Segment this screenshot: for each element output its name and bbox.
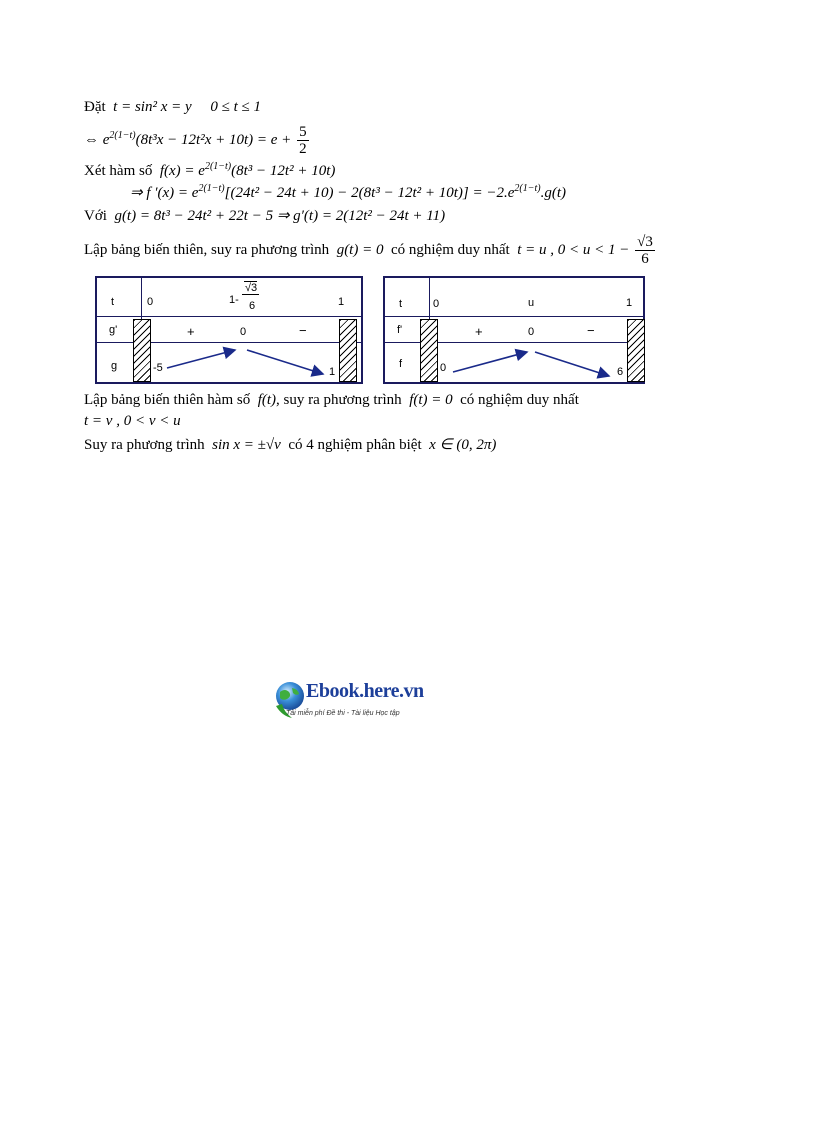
text: Với (84, 208, 107, 224)
text: Đặt (84, 99, 106, 115)
math-expr: t = v , 0 < v < u (84, 413, 181, 429)
text: Suy ra phương trình (84, 437, 205, 453)
math-exp-2: 2(1−t) (514, 183, 541, 194)
t-value-end: 1 (338, 296, 345, 308)
math-mid: (8t³x − 12t²x + 10t) = e + (135, 131, 292, 148)
arrows-layer (95, 276, 359, 380)
math-eq: g(t) = 0 (336, 241, 384, 258)
line-4 (130, 184, 566, 202)
arrow-up-icon (453, 352, 527, 372)
text-2: có 4 nghiệm phân biệt (288, 437, 422, 453)
text: Lập bảng biến thiên, suy ra phương trình (84, 241, 330, 258)
t-value-mid-denominator: 6 (249, 300, 256, 312)
math-expr: f(x) = e (159, 163, 205, 179)
math-sol: t = u , 0 < u < 1 − (517, 241, 630, 258)
arrow-down-icon (247, 350, 323, 374)
row-label-fprime: f' (397, 324, 403, 336)
logo-tagline: Tải miễn phí Đề thi - Tài liệu Học tập (286, 710, 400, 717)
math-range: 0 ≤ t ≤ 1 (210, 99, 262, 115)
math-a: ⇒ f ′(x) = e (130, 185, 199, 201)
math-lhs: ⇔ e (84, 131, 110, 148)
math-b: [(24t² − 24t + 10) − 2(8t³ − 12t² + 10t)] = −2.e (224, 185, 515, 201)
row-label-f: f (399, 358, 403, 370)
arrows-layer (383, 276, 641, 380)
math-c: .g(t) (540, 185, 566, 201)
line-5 (84, 207, 445, 225)
sign-zero: 0 (528, 326, 535, 338)
t-value-mid: u (528, 297, 535, 309)
math-exp: 2(1−t) (109, 129, 136, 141)
f-value-end: 6 (617, 366, 624, 378)
math-exp: 2(1−t) (198, 183, 225, 194)
fraction-denominator: 2 (299, 141, 307, 157)
variation-table-g (95, 276, 363, 384)
text-3: có nghiệm duy nhất (460, 392, 579, 408)
math-expr: g(t) = 8t³ − 24t² + 22t − 5 ⇒ g′(t) = 2(12t² − 24t + 11) (114, 208, 446, 224)
g-value-end: 1 (329, 366, 336, 378)
fraction-numerator: 5 (299, 124, 307, 140)
sign-plus: + (187, 324, 195, 339)
fraction-denominator: 6 (641, 251, 649, 267)
fraction-numerator: √3 (637, 234, 653, 250)
ebook-logo (272, 678, 422, 724)
line-8 (84, 412, 181, 430)
fraction (635, 234, 655, 267)
sqrt-value: √3 (245, 282, 258, 294)
row-label-g: g (111, 360, 118, 372)
arrow-down-icon (535, 352, 609, 376)
math-exp: 2(1−t) (204, 161, 232, 172)
logo-brand-text: Ebook.here.vn (306, 680, 424, 702)
fraction (297, 124, 309, 157)
sign-minus: − (299, 323, 307, 338)
line-3 (84, 162, 335, 180)
math-eq: sin x = ±√v (212, 437, 281, 453)
t-value-end: 1 (626, 297, 633, 309)
math-eq: f(t) = 0 (409, 392, 453, 408)
math-f: f(t) (257, 392, 277, 408)
text-2: có nghiệm duy nhất (390, 241, 510, 258)
row-label-gprime: g' (109, 324, 118, 336)
row-label-t: t (399, 298, 403, 310)
text: Lập bảng biến thiên hàm số (84, 392, 251, 408)
sign-minus: − (587, 323, 595, 338)
line-7 (84, 391, 579, 409)
variation-table-f (383, 276, 645, 384)
arrow-up-icon (167, 350, 235, 368)
math-expr: t = sin² x = y (113, 99, 192, 115)
math-rest: (8t³ − 12t² + 10t) (231, 163, 336, 179)
sign-zero: 0 (240, 326, 247, 338)
text: Xét hàm số (84, 163, 153, 179)
t-value-mid-prefix: 1- (229, 294, 239, 306)
t-value-start: 0 (433, 298, 440, 310)
line-9 (84, 436, 496, 454)
t-value-start: 0 (147, 296, 154, 308)
row-label-t: t (111, 296, 115, 308)
g-value-start: -5 (153, 362, 163, 374)
line-6 (84, 234, 657, 267)
f-value-start: 0 (440, 362, 447, 374)
line-2 (84, 124, 311, 157)
sign-plus: + (475, 324, 483, 339)
text-2: , suy ra phương trình (276, 392, 402, 408)
line-1 (84, 98, 261, 116)
math-domain: x ∈ (0, 2π) (429, 437, 497, 453)
